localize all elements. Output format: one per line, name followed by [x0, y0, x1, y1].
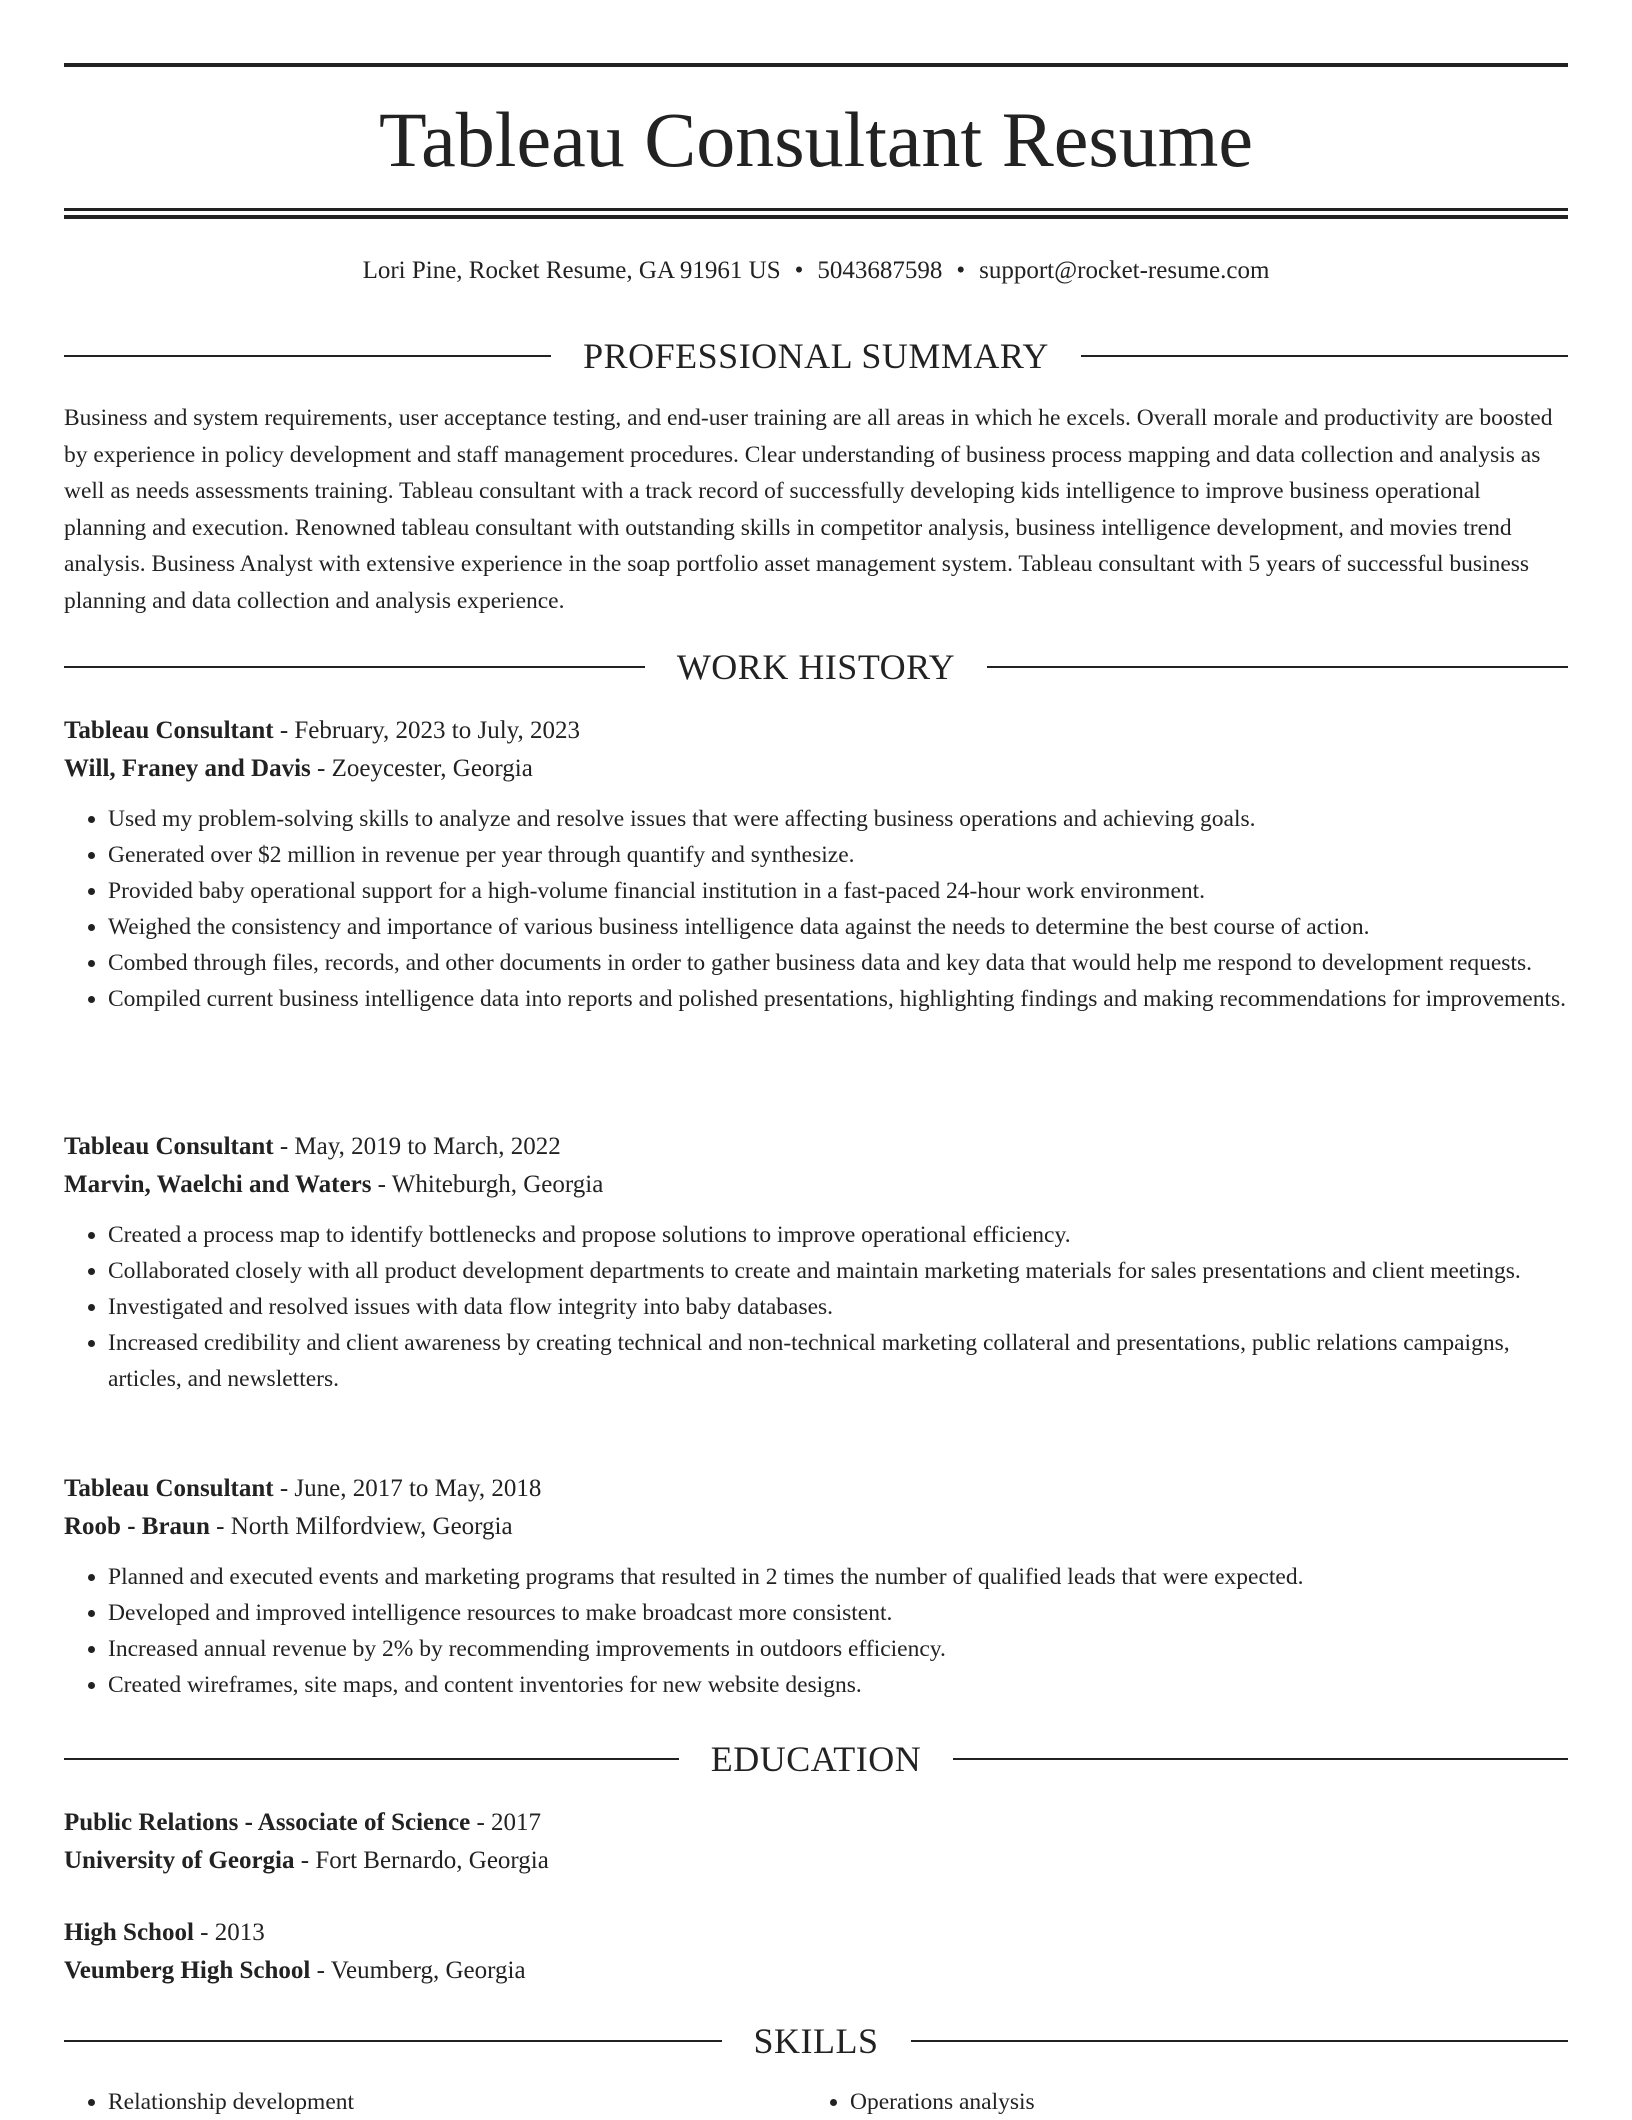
job-entry	[64, 1470, 1568, 1703]
degree: High School	[64, 1919, 194, 1946]
list-item: • Provided baby operational support for a high-volume financial institution in a fast-paced 24-hour work environment.	[108, 873, 1568, 909]
school-line: Veumberg High School - Veumberg, Georgia	[64, 1957, 526, 1984]
section-heading-summary	[64, 336, 1568, 376]
section-title: PROFESSIONAL SUMMARY	[583, 336, 1049, 376]
contact-separator: •	[794, 257, 804, 284]
degree-line: Public Relations - Associate of Science - 2017	[64, 1809, 542, 1836]
list-item: • Increased credibility and client awareness by creating technical and non-technical marketing collateral and presentations, public relations campaigns, articles, and newsletters.	[108, 1325, 1568, 1397]
list-item: • Compiled current business intelligence data into reports and polished presentations, highlighting findings and making recommendations for improvements.	[108, 981, 1568, 1017]
contact-phone: 5043687598	[817, 257, 943, 284]
list-item: • Created a process map to identify bottlenecks and propose solutions to improve operational efficiency.	[108, 1217, 1568, 1253]
section-rule-right	[953, 1758, 1568, 1760]
list-item: • Weighed the consistency and importance of various business intelligence data against the needs to determine the best course of action.	[108, 909, 1568, 945]
skills-list-left	[64, 2084, 806, 2120]
job-entry	[64, 712, 1568, 1017]
contact-email: support@rocket-resume.com	[979, 257, 1270, 284]
job-bullets	[64, 801, 1568, 1017]
section-heading-education	[64, 1739, 1568, 1779]
job-entry	[64, 1128, 1568, 1397]
job-title: Tableau Consultant	[64, 717, 274, 744]
list-item: • Collaborated closely with all product development departments to create and maintain marketing materials for sales presentations and client meetings.	[108, 1253, 1568, 1289]
list-item: • Combed through files, records, and other documents in order to gather business data and key data that would help me respond to development requests.	[108, 945, 1568, 981]
list-item: • Used my problem-solving skills to analyze and resolve issues that were affecting business operations and achieving goals.	[108, 801, 1568, 837]
list-item: • Planned and executed events and marketing programs that resulted in 2 times the number of qualified leads that were expected.	[108, 1559, 1568, 1595]
list-item: • Investigated and resolved issues with data flow integrity into baby databases.	[108, 1289, 1568, 1325]
title-double-rule	[64, 208, 1568, 219]
section-rule-right	[911, 2040, 1569, 2042]
skill-item: • Relationship development	[108, 2084, 806, 2120]
school-location: Veumberg, Georgia	[330, 1957, 526, 1984]
degree-line: High School - 2013	[64, 1919, 265, 1946]
section-rule-left	[64, 2040, 722, 2042]
skill-item: • Operations analysis	[850, 2084, 1548, 2120]
job-company: Will, Franey and Davis	[64, 755, 311, 782]
section-heading-skills	[64, 2021, 1568, 2061]
list-item: • Created wireframes, site maps, and content inventories for new website designs.	[108, 1667, 1568, 1703]
job-dates: February, 2023 to July, 2023	[294, 717, 581, 744]
school: Veumberg High School	[64, 1957, 311, 1984]
section-rule-left	[64, 355, 551, 357]
section-title: EDUCATION	[710, 1739, 922, 1779]
job-title-line: Tableau Consultant - June, 2017 to May, 2018	[64, 1475, 542, 1502]
list-item: • Increased annual revenue by 2% by recommending improvements in outdoors efficiency.	[108, 1631, 1568, 1667]
top-rule	[64, 63, 1568, 67]
education-entry	[64, 1804, 1568, 1880]
job-location: North Milfordview, Georgia	[230, 1513, 513, 1540]
resume-title: Tableau Consultant Resume	[378, 96, 1254, 183]
contact-separator: •	[956, 257, 966, 284]
job-location: Whiteburgh, Georgia	[391, 1171, 604, 1198]
job-company-line: Roob - Braun - North Milfordview, Georgia	[64, 1513, 513, 1540]
job-dates: June, 2017 to May, 2018	[294, 1475, 542, 1502]
section-rule-left	[64, 1758, 679, 1760]
list-item: • Developed and improved intelligence resources to make broadcast more consistent.	[108, 1595, 1568, 1631]
skills-list-right	[806, 2084, 1548, 2120]
school-location: Fort Bernardo, Georgia	[315, 1847, 549, 1874]
contact-address: Lori Pine, Rocket Resume, GA 91961 US	[362, 257, 781, 284]
degree-year: 2017	[491, 1809, 542, 1836]
section-title: SKILLS	[753, 2021, 879, 2061]
degree: Public Relations - Associate of Science	[64, 1809, 471, 1836]
skills-columns	[64, 2084, 1568, 2120]
job-company-line: Marvin, Waelchi and Waters - Whiteburgh, Georgia	[64, 1171, 604, 1198]
contact-line	[64, 254, 1568, 288]
section-heading-work	[64, 647, 1568, 687]
summary-paragraph: Business and system requirements, user acceptance testing, and end-user training are all areas in which he excels. Overall morale and productivity are boosted by experience in policy development and staff management procedures. Clear understanding of business process mapping and data collection and analysis as well as needs assessments training. Tableau consultant with a track record of successfully developing kids intelligence to improve business operational planning and execution. Renowned tableau consultant with outstanding skills in competitor analysis, business intelligence development, and movies trend analysis. Business Analyst with extensive experience in the soap portfolio asset management system. Tableau consultant with 5 years of successful business planning and data collection and analysis experience.	[64, 405, 1553, 614]
job-location: Zoeycester, Georgia	[331, 755, 533, 782]
job-bullets	[64, 1559, 1568, 1703]
section-rule-right	[1081, 355, 1568, 357]
job-company: Marvin, Waelchi and Waters	[64, 1171, 372, 1198]
section-rule-left	[64, 666, 645, 668]
job-company-line: Will, Franey and Davis - Zoeycester, Georgia	[64, 755, 533, 782]
job-bullets	[64, 1217, 1568, 1397]
school-line: University of Georgia - Fort Bernardo, Georgia	[64, 1847, 549, 1874]
job-title: Tableau Consultant	[64, 1133, 274, 1160]
job-company: Roob - Braun	[64, 1513, 210, 1540]
list-item: • Generated over $2 million in revenue per year through quantify and synthesize.	[108, 837, 1568, 873]
section-rule-right	[987, 666, 1568, 668]
job-title-line: Tableau Consultant - May, 2019 to March, 2022	[64, 1133, 561, 1160]
section-title: WORK HISTORY	[676, 647, 956, 687]
job-dates: May, 2019 to March, 2022	[294, 1133, 561, 1160]
school: University of Georgia	[64, 1847, 295, 1874]
job-title-line: Tableau Consultant - February, 2023 to July, 2023	[64, 717, 581, 744]
education-entry	[64, 1914, 1568, 1990]
degree-year: 2013	[214, 1919, 265, 1946]
job-title: Tableau Consultant	[64, 1475, 274, 1502]
